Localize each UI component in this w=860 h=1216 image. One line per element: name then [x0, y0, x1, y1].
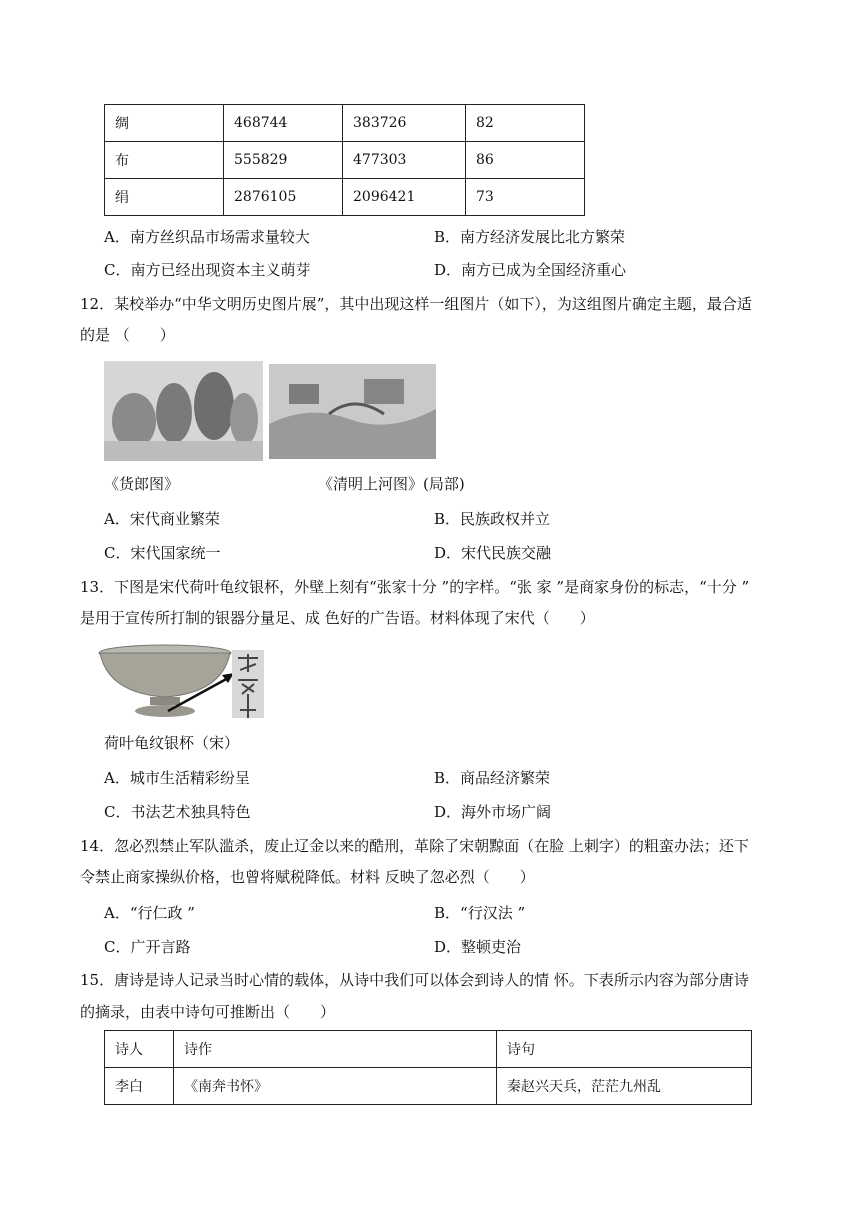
q11-option-d[interactable]: D．南方已成为全国经济重心: [434, 261, 627, 279]
table-row: [105, 105, 585, 142]
table-row: [105, 179, 585, 216]
q14-option-b[interactable]: B．“行汉法 ”: [434, 904, 526, 922]
q14-option-a[interactable]: A．“行仁政 ”: [104, 904, 195, 922]
huolang-painting-image: [104, 361, 263, 461]
q13-question-line2: 是用于宣传所打制的银器分量足、成 色好的广告语。材料体现了宋代（ ）: [80, 609, 595, 627]
table-cell: 秦赵兴天兵，茫茫九州乱: [497, 1068, 752, 1105]
table-cell: 383726: [343, 105, 466, 142]
table-cell: 468744: [224, 105, 343, 142]
q13-option-c[interactable]: C．书法艺术独具特色: [104, 803, 251, 821]
q11-option-b[interactable]: B．南方经济发展比北方繁荣: [434, 228, 626, 246]
q12-question-line1: 12．某校举办“中华文明历史图片展”，其中出现这样一组图片（如下），为这组图片确定主题，最合适: [80, 295, 752, 313]
q12-question-line2: 的是 （ ）: [80, 326, 175, 344]
table-cell: 82: [466, 105, 585, 142]
table-cell: 绢: [105, 179, 224, 216]
table-cell: 73: [466, 179, 585, 216]
table-header-row: [105, 1031, 752, 1068]
q12-caption-qingming: 《清明上河图》(局部): [318, 475, 465, 493]
q12-option-a[interactable]: A．宋代商业繁荣: [104, 510, 220, 528]
table-header-cell: 诗句: [497, 1031, 752, 1068]
qingming-painting-image: [269, 364, 436, 459]
q12-option-d[interactable]: D．宋代民族交融: [434, 544, 552, 562]
table-cell: 86: [466, 142, 585, 179]
q12-option-b[interactable]: B．民族政权并立: [434, 510, 551, 528]
silk-table: [104, 104, 585, 216]
q11-option-a[interactable]: A．南方丝织品市场需求量较大: [104, 228, 310, 246]
table-row: [105, 1068, 752, 1105]
table-cell: 李白: [105, 1068, 174, 1105]
inscription-closeup-image: [232, 650, 264, 718]
q13-option-b[interactable]: B．商品经济繁荣: [434, 769, 551, 787]
table-cell: 2876105: [224, 179, 343, 216]
table-cell: 布: [105, 142, 224, 179]
table-header-cell: 诗人: [105, 1031, 174, 1068]
q14-question-line1: 14．忽必烈禁止军队滥杀，废止辽金以来的酷刑，革除了宋朝黥面（在脸 上刺字）的粗蛮办法；还下: [80, 837, 749, 855]
q12-caption-huolang: 《货郎图》: [104, 475, 180, 493]
table-cell: 2096421: [343, 179, 466, 216]
q11-option-c[interactable]: C．南方已经出现资本主义萌芽: [104, 261, 311, 279]
q13-caption-cup: 荷叶龟纹银杯（宋）: [104, 734, 240, 752]
tang-poems-table: [104, 1030, 752, 1105]
q13-option-d[interactable]: D．海外市场广阔: [434, 803, 552, 821]
table-row: [105, 142, 585, 179]
q15-question-line2: 的摘录，由表中诗句可推断出（ ）: [80, 1003, 336, 1021]
table-cell: 绸: [105, 105, 224, 142]
table-header-cell: 诗作: [174, 1031, 497, 1068]
q14-option-d[interactable]: D．整顿吏治: [434, 938, 522, 956]
table-cell: 《南奔书怀》: [174, 1068, 497, 1105]
q14-question-line2: 令禁止商家操纵价格，也曾将赋税降低。材料 反映了忽必烈（ ）: [80, 868, 535, 886]
table-cell: 477303: [343, 142, 466, 179]
q15-question-line1: 15．唐诗是诗人记录当时心情的载体，从诗中我们可以体会到诗人的情 怀。下表所示内容为部分唐诗: [80, 971, 749, 989]
table-cell: 555829: [224, 142, 343, 179]
q13-question-line1: 13．下图是宋代荷叶龟纹银杯，外壁上刻有“张家十分 ”的字样。“张 家 ”是商家身份的标志，“十分 ”: [80, 578, 750, 596]
q14-option-c[interactable]: C．广开言路: [104, 938, 191, 956]
q12-option-c[interactable]: C．宋代国家统一: [104, 544, 221, 562]
q13-option-a[interactable]: A．城市生活精彩纷呈: [104, 769, 250, 787]
